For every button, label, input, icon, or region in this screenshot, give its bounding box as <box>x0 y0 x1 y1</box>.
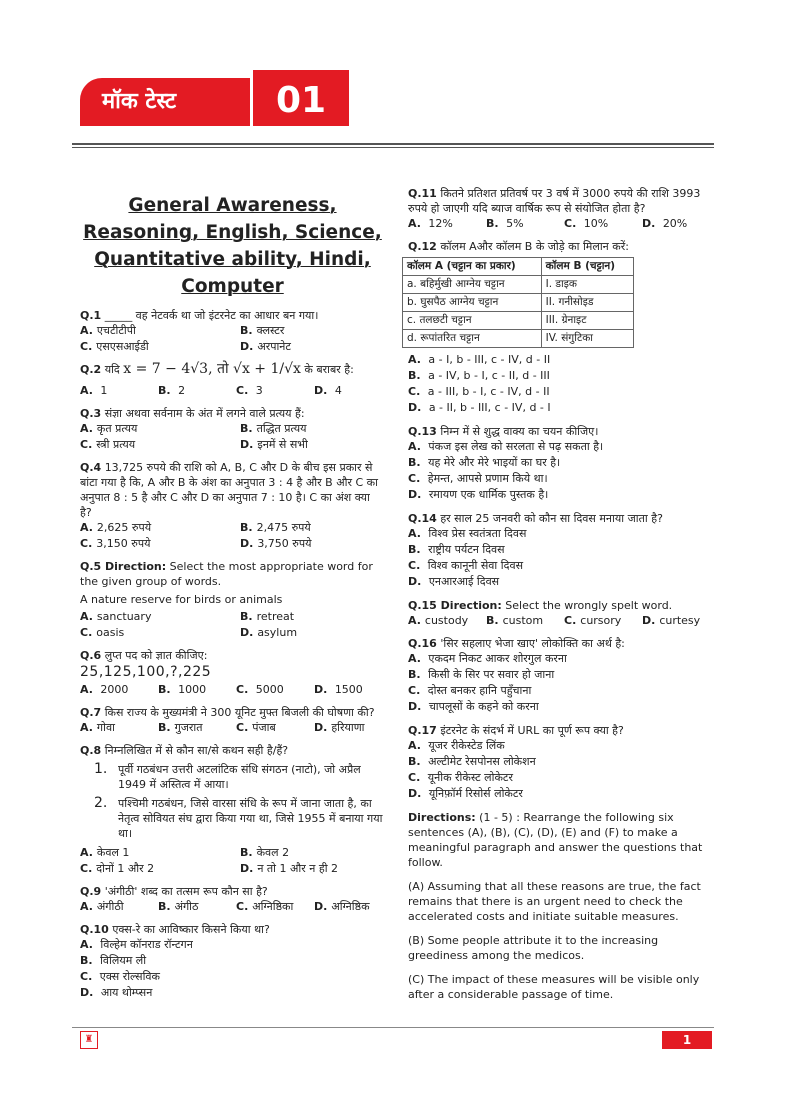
option-b: B. केवल 2 <box>240 846 290 859</box>
option-c: C. अग्निष्ठिका <box>236 900 294 913</box>
question-number: Q.15 Direction: <box>408 599 502 612</box>
question-15 <box>408 598 718 628</box>
question-number: Q.16 <box>408 637 437 650</box>
option-d: D. 20% <box>642 217 688 230</box>
option-a: A. एचटीटीपी <box>80 324 136 337</box>
option-a: A. a - I, b - III, c - IV, d - II <box>408 353 551 366</box>
question-9 <box>80 884 385 914</box>
option-d: D. curtesy <box>642 614 701 627</box>
option-c: C. oasis <box>80 626 125 639</box>
table-row: c. तलछटी चट्टान III. ग्रेनाइट <box>403 312 634 330</box>
option-c: C. विश्व कानूनी सेवा दिवस <box>408 559 524 572</box>
option-c: C. यूनीक रीकेस्ट लोकेटर <box>408 771 513 784</box>
option-c: C. दोस्त बनकर हानि पहुँचाना <box>408 684 532 697</box>
question-text: Select the most appropriate word for the given group of words. <box>80 560 373 588</box>
header-rule <box>72 143 714 145</box>
option-b: B. तद्धित प्रत्यय <box>240 422 307 435</box>
column-a-header: कॉलम A (चट्टान का प्रकार) <box>403 258 542 276</box>
publisher-logo-icon: ♜ <box>80 1031 98 1049</box>
directions <box>408 810 718 870</box>
question-number: Q.14 <box>408 512 437 525</box>
number-sequence: 25,125,100,?,225 <box>80 664 212 680</box>
question-number: Q.13 <box>408 425 437 438</box>
paragraph-c: (C) The impact of these measures will be visible only after a considerable passage of time. <box>408 973 700 1001</box>
option-d: D. हरियाणा <box>314 721 365 734</box>
math-expression: x = 7 − 4√3, तो √x + 1/√x <box>123 361 301 377</box>
page-number: 1 <box>662 1031 712 1049</box>
question-number: Q.4 <box>80 461 102 474</box>
question-number: Q.2 <box>80 363 102 376</box>
right-column <box>408 186 718 1011</box>
option-a: A. sanctuary <box>80 610 152 623</box>
question-text: कितने प्रतिशत प्रतिवर्ष पर 3 वर्ष में 3000 रुपये की राशि 3993 रुपये हो जाएगी यदि ब्याज वार्षिक रूप से संयोजित होता है? <box>408 187 701 215</box>
paragraph-a: (A) Assuming that all these reasons are true, the fact remains that there is an urgent need to check the accelerated costs and initiate suitable measures. <box>408 880 701 923</box>
question-text: निम्नलिखित में से कौन सा/से कथन सही है/हैं? <box>104 744 289 757</box>
option-a: A. एकदम निकट आकर शोरगुल करना <box>408 652 567 665</box>
option-d: D. आय थोम्प्सन <box>80 986 153 999</box>
question-17 <box>408 723 718 802</box>
question-number: Q.8 <box>80 744 102 757</box>
option-a: A. कृत प्रत्यय <box>80 422 138 435</box>
option-b: B. अल्टीमेट रेसपोनस लोकेशन <box>408 755 536 768</box>
table-row: a. बहिर्मुखी आग्नेय चट्टान I. डाइक <box>403 276 634 294</box>
option-c: C. दोनों 1 और 2 <box>80 862 155 875</box>
option-a: A. विश्व प्रेस स्वतंत्रता दिवस <box>408 527 527 540</box>
question-number: Q.10 <box>80 923 109 936</box>
question-text: इंटरनेट के संदर्भ में URL का पूर्ण रूप क्या है? <box>440 724 624 737</box>
question-7 <box>80 705 385 735</box>
question-text: यदि <box>104 363 120 376</box>
question-text: 'अंगीठी' शब्द का तत्सम रूप कौन सा है? <box>104 885 268 898</box>
question-number: Q.9 <box>80 885 102 898</box>
question-8 <box>80 743 385 876</box>
option-b: B. 5% <box>486 217 524 230</box>
table-row: b. घुसपैठ आग्नेय चट्टान II. गनीसोइड <box>403 294 634 312</box>
statement-1: 1. पूर्वी गठबंधन उत्तरी अटलांटिक संधि संगठन (नाटो), जो अप्रैल 1949 में अस्तित्व में आया। <box>94 761 361 791</box>
option-c: C. 10% <box>564 217 609 230</box>
option-b: B. custom <box>486 614 544 627</box>
option-d: D. asylum <box>240 626 298 639</box>
option-d: D. न तो 1 और न ही 2 <box>240 862 339 875</box>
option-d: D. अरपानेट <box>240 340 291 353</box>
question-text: _____ वह नेटवर्क था जो इंटरनेट का आधार बन गया। <box>104 309 319 322</box>
option-d: D. 1500 <box>314 683 363 696</box>
option-d: D. अग्निष्ठिक <box>314 900 370 913</box>
option-a: A. custody <box>408 614 469 627</box>
option-c: C. cursory <box>564 614 622 627</box>
option-b: B. विलियम ली <box>80 954 147 967</box>
question-13 <box>408 424 718 503</box>
match-table <box>402 257 634 348</box>
option-c: C. स्त्री प्रत्यय <box>80 438 136 451</box>
page-title: General Awareness, Reasoning, English, Science, Quantitative ability, Hindi, Computer <box>83 195 382 297</box>
question-text: लुप्त पद को ज्ञात कीजिए: <box>104 649 208 662</box>
header-rule-thin <box>72 147 714 148</box>
option-d: D. इनमें से सभी <box>240 438 308 451</box>
question-4 <box>80 460 385 551</box>
option-b: B. अंगीठ <box>158 900 199 913</box>
question-text-end: के बराबर है: <box>304 363 354 376</box>
option-d: D. एनआरआई दिवस <box>408 575 500 588</box>
option-a: A. विल्हेम कॉनराड रॉन्टगन <box>80 938 193 951</box>
option-b: B. 2,475 रुपये <box>240 521 311 534</box>
option-c: C. 3,150 रुपये <box>80 537 151 550</box>
option-d: D. a - II, b - III, c - IV, d - I <box>408 401 551 414</box>
question-number: Q.11 <box>408 187 437 200</box>
question-number: Q.3 <box>80 407 102 420</box>
banner-number: 01 <box>250 70 349 126</box>
option-b: B. retreat <box>240 610 295 623</box>
option-b: B. राष्ट्रीय पर्यटन दिवस <box>408 543 505 556</box>
question-5 <box>80 559 385 640</box>
question-16 <box>408 636 718 715</box>
question-number: Q.6 <box>80 649 102 662</box>
option-b: B. a - IV, b - I, c - II, d - III <box>408 369 550 382</box>
option-d: D. 3,750 रुपये <box>240 537 312 550</box>
option-a: A. गोवा <box>80 721 115 734</box>
directions-label: Directions: <box>408 811 476 824</box>
question-12 <box>408 239 718 416</box>
option-c: C. a - III, b - I, c - IV, d - II <box>408 385 550 398</box>
question-10 <box>80 922 385 1001</box>
option-d: D. रमायण एक धार्मिक पुस्तक है। <box>408 488 549 501</box>
banner-text: मॉक टेस्ट <box>102 89 177 114</box>
question-14 <box>408 511 718 590</box>
option-d: D. 4 <box>314 384 342 397</box>
option-a: A. अंगीठी <box>80 900 124 913</box>
column-b-header: कॉलम B (चट्टान) <box>541 258 633 276</box>
mock-test-banner <box>80 70 348 128</box>
option-a: A. यूजर रीकेस्टेड लिंक <box>408 739 505 752</box>
option-a: A. 2,625 रुपये <box>80 521 152 534</box>
question-text: हर साल 25 जनवरी को कौन सा दिवस मनाया जाता है? <box>440 512 663 525</box>
option-a: A. 12% <box>408 217 453 230</box>
question-2 <box>80 362 385 398</box>
question-1 <box>80 308 385 354</box>
question-text: संज्ञा अथवा सर्वनाम के अंत में लगने वाले प्रत्यय हैं: <box>104 407 305 420</box>
option-a: A. 2000 <box>80 683 129 696</box>
question-number: Q.5 Direction: <box>80 560 167 573</box>
question-text: Select the wrongly spelt word. <box>505 599 673 612</box>
question-number: Q.1 <box>80 309 102 322</box>
option-c: C. 3 <box>236 384 263 397</box>
option-d: D. चापलूसों के कहने को करना <box>408 700 539 713</box>
option-b: B. 1000 <box>158 683 207 696</box>
option-c: C. हेमन्त, आपसे प्रणाम किये था। <box>408 472 548 485</box>
paragraph-b: (B) Some people attribute it to the increasing greediness among the medicos. <box>408 934 659 962</box>
question-number: Q.17 <box>408 724 437 737</box>
option-d: D. यूनिफ़ॉर्म रिसोर्स लोकेटर <box>408 787 523 800</box>
left-column <box>80 186 385 1009</box>
question-3 <box>80 406 385 452</box>
option-b: B. गुजरात <box>158 721 203 734</box>
option-b: B. किसी के सिर पर सवार हो जाना <box>408 668 555 681</box>
question-text: कॉलम Aऔर कॉलम B के जोड़े का मिलान करें: <box>440 240 629 253</box>
option-c: C. 5000 <box>236 683 284 696</box>
option-a: A. केवल 1 <box>80 846 130 859</box>
statement-2: 2. पश्चिमी गठबंधन, जिसे वारसा संधि के रूप में जाना जाता है, का नेतृत्व सोवियत संघ द्वारा किया गया था, जिसे 1955 में बनाया गया था। <box>94 795 383 840</box>
option-b: B. 2 <box>158 384 186 397</box>
question-11 <box>408 186 718 231</box>
option-a: A. 1 <box>80 384 108 397</box>
question-text: निम्न में से शुद्ध वाक्य का चयन कीजिए। <box>440 425 599 438</box>
option-c: C. एसएसआईडी <box>80 340 149 353</box>
question-number: Q.7 <box>80 706 102 719</box>
footer-rule <box>72 1027 714 1028</box>
option-a: A. पंकज इस लेख को सरलता से पढ़ सकता है। <box>408 440 604 453</box>
option-b: B. क्लस्टर <box>240 324 285 337</box>
question-number: Q.12 <box>408 240 437 253</box>
question-6 <box>80 648 385 697</box>
question-text: किस राज्य के मुख्यमंत्री ने 300 यूनिट मुफ्त बिजली की घोषणा की? <box>104 706 375 719</box>
question-text: एक्स-रे का आविष्कार किसने किया था? <box>112 923 270 936</box>
question-subtext: A nature reserve for birds or animals <box>80 593 283 606</box>
question-text: 13,725 रुपये की राशि को A, B, C और D के बीच इस प्रकार से बांटा गया है कि, A और B के अंश का अनुपात 3 : 4 है और B और C का अनुपात 8 : 5 है और C और D का अनुपात 7 : 10 है। C का अंश क्या है? <box>80 461 378 519</box>
directions-text: (1 - 5) : Rearrange the following six sentences (A), (B), (C), (D), (E) and (F) to make a meaningful paragraph and answer the questions that follow. <box>408 811 703 869</box>
option-b: B. यह मेरे और मेरे भाइयों का घर है। <box>408 456 561 469</box>
question-text: 'सिर सहलाए भेजा खाए' लोकोक्ति का अर्थ है: <box>440 637 625 650</box>
table-row: d. रूपांतरित चट्टान IV. संगुटिका <box>403 330 634 348</box>
option-c: C. एक्स रोल्सविक <box>80 970 160 983</box>
option-c: C. पंजाब <box>236 721 276 734</box>
